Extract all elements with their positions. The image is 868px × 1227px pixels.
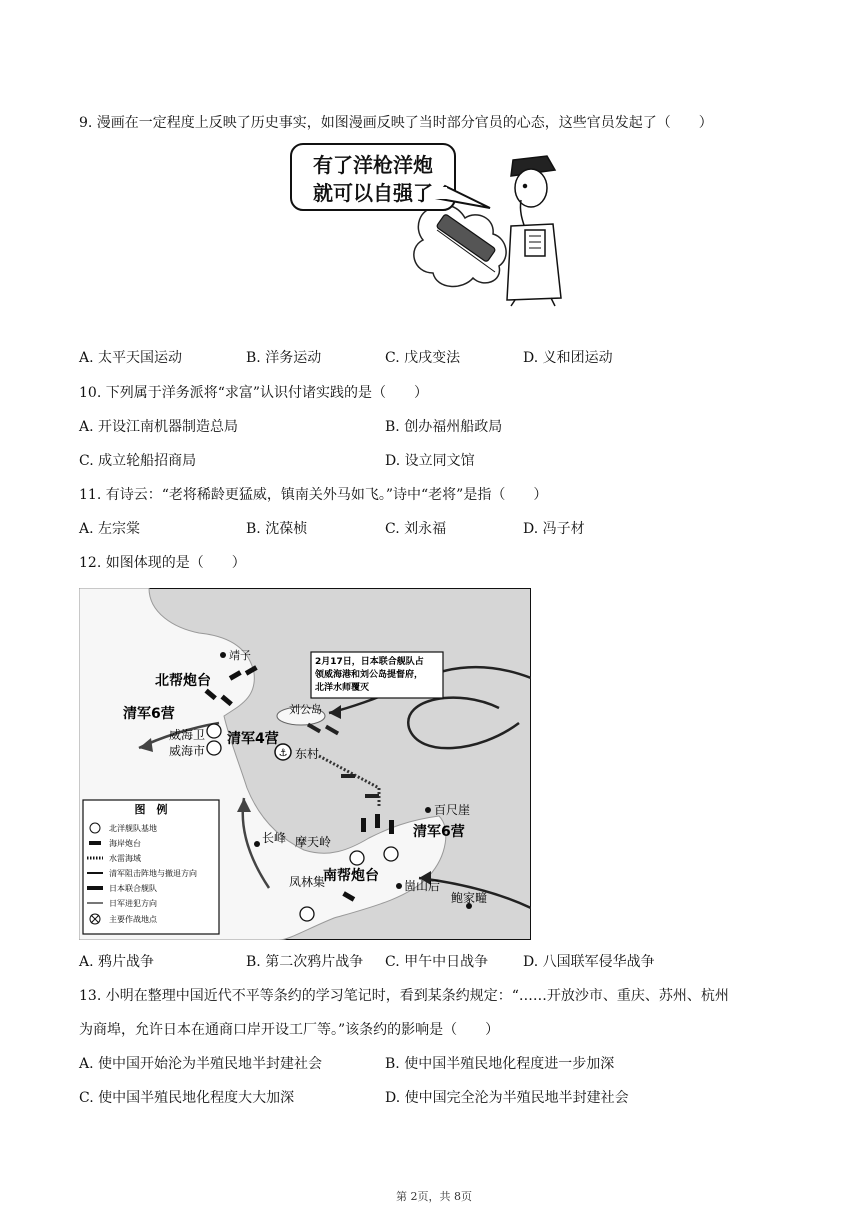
official-figure-icon: [507, 156, 561, 306]
label-weihaiwei: 威海卫: [169, 728, 206, 742]
callout-line-3: 北洋水师覆灭: [315, 683, 370, 693]
q10-stem: 10. 下列属于洋务派将“求富”认识付诸实践的是（ ）: [79, 385, 429, 401]
page-footer: 第 2页，共 8页: [396, 1190, 472, 1203]
label-nanbang: 南帮炮台: [323, 868, 379, 884]
q9-option-a[interactable]: A. 太平天国运动: [79, 350, 183, 366]
label-fenglinji: 凤林集: [289, 875, 326, 889]
q12-map: [79, 588, 531, 940]
bubble-line-2: 就可以自强了: [313, 181, 433, 205]
legend-item-japan-advance: 日军进犯方向: [109, 899, 157, 908]
q11-option-a[interactable]: A. 左宗棠: [79, 521, 141, 537]
q9-stem: 9. 漫画在一定程度上反映了历史事实，如图漫画反映了当时部分官员的心态，这些官员发起了（ ）: [79, 115, 713, 131]
q9-option-d[interactable]: D. 义和团运动: [523, 350, 613, 366]
q12-option-b[interactable]: B. 第二次鸦片战争: [246, 954, 364, 970]
thought-cloud: [414, 205, 506, 287]
label-qing6-west: 清军6营: [123, 706, 175, 722]
q13-option-d[interactable]: D. 使中国完全沦为半殖民地半封建社会: [385, 1090, 629, 1106]
q9-option-b[interactable]: B. 洋务运动: [246, 350, 322, 366]
label-beibang: 北帮炮台: [155, 673, 211, 689]
q11-stem: 11. 有诗云：“老将稀龄更猛威，镇南关外马如飞。”诗中“老将”是指（ ）: [79, 487, 548, 503]
q9-cartoon: [285, 138, 585, 310]
svg-text:⚓: ⚓: [278, 748, 288, 759]
q9-option-c[interactable]: C. 戊戌变法: [385, 350, 461, 366]
label-liugong: 刘公岛: [289, 703, 322, 716]
q12-stem: 12. 如图体现的是（ ）: [79, 555, 246, 571]
legend-item-base: 北洋舰队基地: [109, 824, 157, 833]
label-baojiazhuang: 鲍家疃: [451, 891, 488, 905]
legend-item-battery: 海岸炮台: [109, 839, 141, 848]
label-baichiya: 百尺崖: [434, 803, 471, 817]
label-weihaishi: 威海市: [169, 744, 206, 758]
label-shanhou: 崮山后: [404, 879, 441, 893]
callout-line-1: 2月17日，日本联合舰队占: [315, 657, 424, 667]
q12-option-d[interactable]: D. 八国联军侵华战争: [523, 954, 655, 970]
bubble-line-1: 有了洋枪洋炮: [313, 153, 433, 177]
q13-option-b[interactable]: B. 使中国半殖民地化程度进一步加深: [385, 1056, 615, 1072]
legend-item-japan-fleet: 日本联合舰队: [109, 884, 157, 893]
q13-option-a[interactable]: A. 使中国开始沦为半殖民地半封建社会: [79, 1056, 323, 1072]
label-qing4: 清军4营: [227, 731, 279, 747]
label-changfeng: 长峰: [262, 831, 287, 845]
q13-stem-line-2: 为商埠，允许日本在通商口岸开设工厂等。”该条约的影响是（ ）: [79, 1022, 500, 1038]
callout-line-2: 领威海港和刘公岛提督府，: [315, 670, 424, 680]
map-legend: [83, 800, 219, 934]
label-motianling: 摩天岭: [295, 835, 332, 849]
q10-option-c[interactable]: C. 成立轮船招商局: [79, 453, 197, 469]
q10-option-b[interactable]: B. 创办福州船政局: [385, 419, 503, 435]
q13-option-c[interactable]: C. 使中国半殖民地化程度大大加深: [79, 1090, 295, 1106]
q12-option-a[interactable]: A. 鸦片战争: [79, 954, 155, 970]
legend-item-mines: 水雷海域: [109, 854, 141, 863]
q10-option-a[interactable]: A. 开设江南机器制造总局: [79, 419, 239, 435]
label-jiezi: 靖子: [229, 649, 251, 662]
q11-option-c[interactable]: C. 刘永福: [385, 521, 447, 537]
q11-option-d[interactable]: D. 冯子材: [523, 521, 585, 537]
q10-option-d[interactable]: D. 设立同文馆: [385, 453, 475, 469]
q13-stem-line-1: 13. 小明在整理中国近代不平等条约的学习笔记时，看到某条约规定：“……开放沙市、重庆、苏州、杭州: [79, 988, 729, 1004]
legend-item-qing-retreat: 清军阻击阵地与撤退方向: [109, 869, 197, 878]
legend-item-battle-site: 主要作战地点: [109, 915, 157, 924]
q11-option-b[interactable]: B. 沈葆桢: [246, 521, 308, 537]
legend-title: 图 例: [134, 803, 168, 816]
q12-option-c[interactable]: C. 甲午中日战争: [385, 954, 489, 970]
label-qing6-east: 清军6营: [413, 824, 465, 840]
label-dongcun: 东村: [295, 747, 320, 761]
